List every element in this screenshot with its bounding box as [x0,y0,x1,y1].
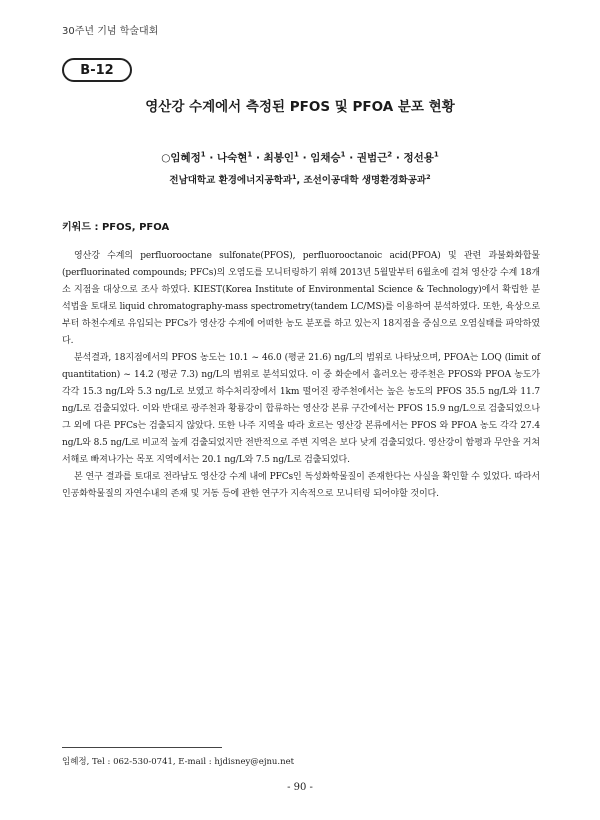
paragraph: 영산강 수계의 perfluorooctane sulfonate(PFOS), perfluorooctanoic acid(PFOA) 및 관련 과불화화합물(perfluorinated compounds; PFCs)의 오염도를 모니터링하기 위해 2013년 5월말부터 6월초에 걸쳐 영산강 수계 18개소 지점을 대상으로 조사 하였다. KIEST(Korea Institute of Environmental Science & Technology)에서 확립한 분석법을 토대로 liquid chromatography-mass spectrometry(tandem LC/MS)를 이용하여 분석하였다. 또한, 육상으로부터 하천수계로 유입되는 PFCs가 영산강 수계에 어떠한 농도 분포를 하고 있는지 18지점을 중심으로 오염실태를 파악하였다. [62,251,540,346]
page-number: - 90 - [287,782,313,793]
author-name: 임채승 [310,152,341,164]
author-affiliation-mark: 2 [387,150,393,159]
footnote-divider [62,747,222,748]
author-separator: · [252,152,264,164]
affiliation-separator: , [296,175,304,186]
affiliation-mark: 1 [292,172,297,181]
conference-header: 30주년 기념 학술대회 [62,26,159,37]
author-affiliation-mark: 1 [340,150,346,159]
keywords: 키워드 : PFOS, PFOA [62,222,170,233]
author-name: 임혜정 [170,152,201,164]
author-separator: · [345,152,357,164]
corresponding-author-footnote: 임혜정, Tel : 062-530-0741, E-mail : hjdisney@ejnu.net [62,757,295,767]
paragraph: 본 연구 결과를 토대로 전라남도 영산강 수계 내에 PFCs인 독성화학물질이 존재한다는 사실을 확인할 수 있었다. 따라서 인공화학물질의 자연수내의 존재 및 거동 등에 관한 연구가 지속적으로 모니터링 되어야할 것이다. [62,472,540,499]
paper-title: 영산강 수계에서 측정된 PFOS 및 PFOA 분포 현황 [145,99,455,115]
author-affiliation-mark: 1 [200,150,206,159]
author-name: 권범근 [356,152,388,164]
affiliation-list [0,172,600,186]
author-separator: · [392,152,404,164]
session-code-badge: B-12 [62,58,132,82]
affiliation-name: 전남대학교 환경에너지공학과 [169,175,292,186]
affiliation-name: 조선이공대학 생명환경화공과 [303,175,427,186]
author-prefix: ○ [161,152,171,164]
author-affiliation-mark: 1 [247,150,253,159]
author-separator: · [298,152,311,164]
paragraph: 분석결과, 18지점에서의 PFOS 농도는 10.1 ~ 46.0 (평균 21.6) ng/L의 범위로 나타났으며, PFOA는 LOQ (limit of quantitation) ~ 14.2 (평균 7.3) ng/L의 범위로 분석되었다. 이 중 화순에서 흘러오는 광주천은 PFOS와 PFOA 농도가 각각 15.3 ng/L와 5.3 ng/L로 보였고 하수처리장에서 1km 떨어진 광주천에서는 높은 농도의 PFOS 35.5 ng/L와 11.7 ng/L로 검출되었다. 이와 반대로 광주천과 황룡강이 합류하는 영산강 본류 구간에서는 PFOS 15.9 ng/L으로 검출되었으나 그 외에 다른 PFCs는 검출되지 않았다. 또한 나주 지역을 따라 흐르는 영산강 본류에서는 PFOS 와 PFOA 농도 각각 27.4 ng/L와 8.5 ng/L로 비교적 높게 검출되었지만 전반적으로 주변 지역은 보다 낮게 검출되었다. 영산강이 함평과 무안을 거쳐 서해로 빠져나가는 목포 지역에서는 20.1 ng/L와 7.5 ng/L로 검출되었다. [62,353,540,465]
abstract-body [62,248,540,503]
author-name: 최봉인 [263,152,295,164]
author-separator: · [205,152,217,164]
author-affiliation-mark: 1 [294,150,299,159]
author-name: 나숙현 [216,152,248,164]
author-list [0,150,600,165]
author-affiliation-mark: 1 [433,150,439,159]
affiliation-mark: 2 [426,172,431,181]
author-name: 정선용 [403,152,434,164]
